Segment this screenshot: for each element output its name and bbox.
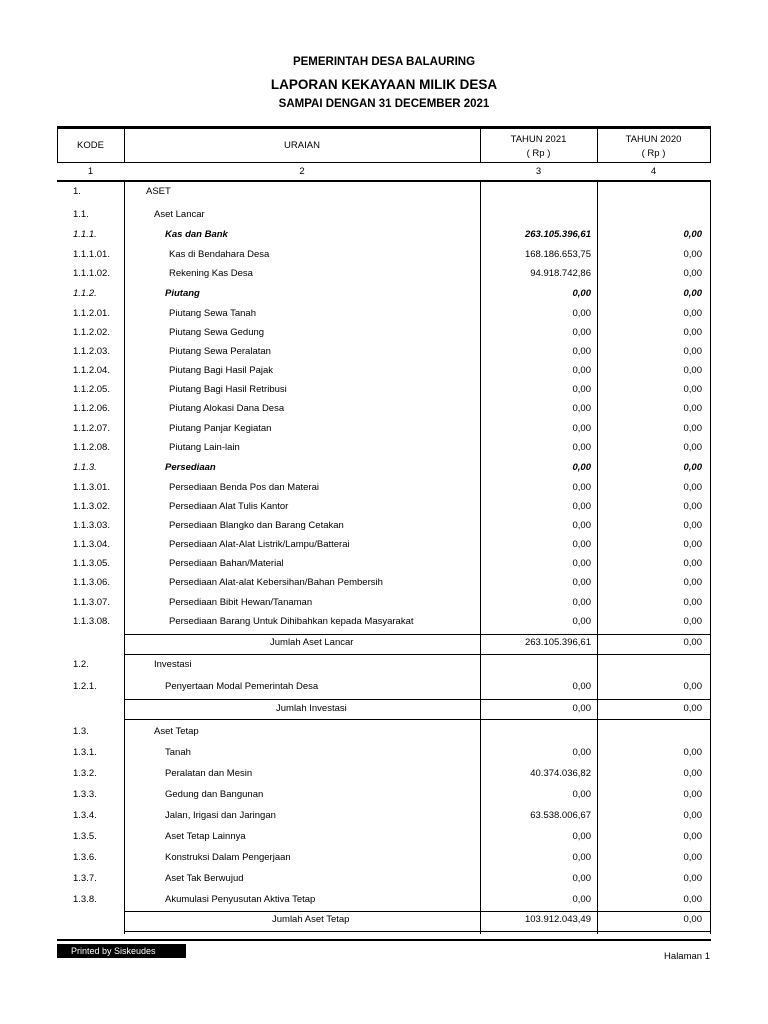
row-value-2021: 0,00 (572, 384, 591, 395)
row-value-2021: 0,00 (572, 365, 591, 376)
row-value-2020: 0,00 (683, 346, 702, 357)
row-uraian: Piutang Bagi Hasil Pajak (169, 365, 274, 376)
row-uraian: Kas di Bendahara Desa (169, 249, 270, 260)
subtotal-line (124, 931, 711, 932)
row-value-2020: 0,00 (683, 597, 702, 608)
column-header-kode: KODE (77, 140, 104, 151)
row-value-2021: 0,00 (572, 442, 591, 453)
row-kode: 1.1.3.07. (73, 597, 110, 608)
row-value-2021: 0,00 (572, 520, 591, 531)
row-kode: 1.1.3.08. (73, 616, 110, 627)
column-header-unit: ( Rp ) (526, 148, 551, 159)
row-uraian: Investasi (154, 659, 192, 670)
row-value-2020: 0,00 (683, 482, 702, 493)
row-value-2020: 0,00 (683, 681, 702, 692)
row-value-2021: 0,00 (572, 482, 591, 493)
table-bottom-border (57, 939, 711, 941)
row-value-2021: 0,00 (572, 616, 591, 627)
subtotal-line (124, 699, 711, 700)
subtotal-line (124, 911, 711, 912)
row-value-2021: 0,00 (572, 346, 591, 357)
row-value-2021: 0,00 (572, 288, 591, 299)
subtotal-line (124, 719, 711, 720)
row-uraian: Jumlah Investasi (276, 703, 347, 714)
row-value-2021: 0,00 (572, 894, 591, 905)
row-kode: 1.3.6. (73, 852, 97, 863)
row-value-2020: 0,00 (683, 229, 702, 240)
row-value-2021: 168.186.653,75 (524, 249, 591, 260)
row-value-2020: 0,00 (683, 831, 702, 842)
row-value-2020: 0,00 (683, 268, 702, 279)
row-value-2021: 0,00 (572, 747, 591, 758)
row-uraian: Aset Tak Berwujud (165, 873, 244, 884)
row-kode: 1.1.1.02. (73, 268, 110, 279)
row-kode: 1.3.4. (73, 810, 97, 821)
header-divider (710, 129, 711, 162)
row-value-2021: 94.918.742,86 (530, 268, 591, 279)
row-value-2020: 0,00 (683, 365, 702, 376)
row-value-2021: 0,00 (572, 501, 591, 512)
row-value-2020: 0,00 (683, 768, 702, 779)
row-value-2020: 0,00 (683, 914, 702, 925)
column-header-tahun-2020: TAHUN 2020 (625, 134, 682, 145)
row-uraian: Akumulasi Penyusutan Aktiva Tetap (165, 894, 316, 905)
row-kode: 1.1.2.05. (73, 384, 110, 395)
column-header-uraian: URAIAN (284, 140, 320, 151)
row-value-2021: 103.912.043,49 (524, 914, 591, 925)
row-uraian: Piutang Alokasi Dana Desa (169, 403, 285, 414)
printed-by-label: Printed by Siskeudes (57, 944, 186, 958)
row-uraian: Aset Lancar (154, 209, 205, 220)
row-uraian: Jumlah Aset Tetap (272, 914, 350, 925)
row-value-2021: 0,00 (572, 597, 591, 608)
row-value-2020: 0,00 (683, 703, 702, 714)
row-kode: 1.2. (73, 659, 89, 670)
row-uraian: Aset Tetap (154, 726, 199, 737)
row-uraian: Persediaan Benda Pos dan Materai (169, 482, 319, 493)
page-number: Halaman 1 (664, 951, 710, 962)
row-kode: 1.1.2.08. (73, 442, 110, 453)
subtotal-line (124, 634, 711, 635)
row-value-2021: 263.105.396,61 (524, 229, 591, 240)
row-value-2020: 0,00 (683, 501, 702, 512)
row-kode: 1.1.2.01. (73, 308, 110, 319)
row-uraian: Persediaan Barang Untuk Dihibahkan kepada Masyarakat (169, 616, 414, 627)
column-header-tahun-2021: TAHUN 2021 (510, 134, 567, 145)
row-kode: 1.1.3.01. (73, 482, 110, 493)
row-value-2021: 0,00 (572, 831, 591, 842)
row-uraian: Gedung dan Bangunan (165, 789, 264, 800)
report-period: SAMPAI DENGAN 31 DECEMBER 2021 (278, 98, 490, 110)
column-number: 4 (650, 166, 657, 177)
row-uraian: Piutang (165, 288, 200, 299)
row-kode: 1.1.2.07. (73, 423, 110, 434)
row-uraian: Persediaan Alat-Alat Listrik/Lampu/Batterai (169, 539, 350, 550)
row-kode: 1.1.3.06. (73, 577, 110, 588)
row-value-2020: 0,00 (683, 810, 702, 821)
subtotal-line (124, 654, 711, 655)
column-divider (710, 182, 711, 934)
row-kode: 1.1.1. (73, 229, 97, 240)
row-value-2021: 63.538.006,67 (530, 810, 591, 821)
row-value-2021: 0,00 (572, 308, 591, 319)
row-kode: 1.1.2.06. (73, 403, 110, 414)
row-kode: 1.3.7. (73, 873, 97, 884)
column-number: 1 (87, 166, 94, 177)
row-value-2020: 0,00 (683, 423, 702, 434)
row-uraian: Peralatan dan Mesin (165, 768, 253, 779)
row-kode: 1.1.2.02. (73, 327, 110, 338)
row-uraian: Persediaan Alat-alat Kebersihan/Bahan Pembersih (169, 577, 383, 588)
row-value-2020: 0,00 (683, 403, 702, 414)
row-value-2021: 0,00 (572, 789, 591, 800)
row-value-2020: 0,00 (683, 637, 702, 648)
row-kode: 1. (73, 186, 81, 197)
row-value-2020: 0,00 (683, 789, 702, 800)
row-kode: 1.3.1. (73, 747, 97, 758)
header-separator (57, 162, 711, 163)
row-kode: 1.1.2.04. (73, 365, 110, 376)
row-value-2020: 0,00 (683, 852, 702, 863)
row-uraian: Persediaan Alat Tulis Kantor (169, 501, 289, 512)
row-uraian: Piutang Lain-lain (169, 442, 240, 453)
row-kode: 1.1.3.04. (73, 539, 110, 550)
row-kode: 1.2.1. (73, 681, 97, 692)
row-value-2020: 0,00 (683, 462, 702, 473)
row-value-2021: 0,00 (572, 703, 591, 714)
row-uraian: Kas dan Bank (165, 229, 228, 240)
row-value-2021: 0,00 (572, 681, 591, 692)
row-uraian: Penyertaan Modal Pemerintah Desa (165, 681, 319, 692)
row-value-2020: 0,00 (683, 539, 702, 550)
row-value-2020: 0,00 (683, 873, 702, 884)
row-kode: 1.3.5. (73, 831, 97, 842)
row-kode: 1.1.3.05. (73, 558, 110, 569)
row-kode: 1.3.2. (73, 768, 97, 779)
row-value-2020: 0,00 (683, 327, 702, 338)
row-value-2020: 0,00 (683, 577, 702, 588)
row-kode: 1.3.3. (73, 789, 97, 800)
row-value-2021: 0,00 (572, 577, 591, 588)
column-divider (480, 182, 481, 934)
row-value-2020: 0,00 (683, 442, 702, 453)
row-uraian: Piutang Sewa Gedung (169, 327, 265, 338)
report-title: LAPORAN KEKAYAAN MILIK DESA (270, 77, 498, 92)
column-divider (597, 182, 598, 934)
column-number: 3 (535, 166, 542, 177)
row-uraian: Piutang Bagi Hasil Retribusi (169, 384, 287, 395)
row-value-2021: 0,00 (572, 423, 591, 434)
row-kode: 1.1.3.03. (73, 520, 110, 531)
row-value-2020: 0,00 (683, 288, 702, 299)
column-divider (124, 182, 125, 934)
row-value-2021: 0,00 (572, 327, 591, 338)
row-uraian: Aset Tetap Lainnya (165, 831, 246, 842)
row-value-2021: 0,00 (572, 873, 591, 884)
row-kode: 1.3.8. (73, 894, 97, 905)
row-uraian: Persediaan (165, 462, 216, 473)
row-value-2020: 0,00 (683, 558, 702, 569)
column-number: 2 (299, 166, 305, 177)
row-value-2020: 0,00 (683, 616, 702, 627)
row-kode: 1.1.1.01. (73, 249, 110, 260)
row-value-2020: 0,00 (683, 249, 702, 260)
row-value-2020: 0,00 (683, 308, 702, 319)
row-value-2020: 0,00 (683, 747, 702, 758)
row-uraian: Jalan, Irigasi dan Jaringan (165, 810, 276, 821)
row-uraian: Konstruksi Dalam Pengerjaan (165, 852, 291, 863)
row-kode: 1.1.2.03. (73, 346, 110, 357)
row-uraian: Tanah (165, 747, 191, 758)
row-uraian: Rekening Kas Desa (169, 268, 253, 279)
header-government: PEMERINTAH DESA BALAURING (292, 56, 476, 68)
row-value-2020: 0,00 (683, 894, 702, 905)
row-kode: 1.3. (73, 726, 89, 737)
row-kode: 1.1. (73, 209, 89, 220)
row-value-2021: 0,00 (572, 403, 591, 414)
row-uraian: ASET (146, 186, 171, 197)
row-uraian: Persediaan Bahan/Material (169, 558, 284, 569)
row-value-2021: 0,00 (572, 558, 591, 569)
row-uraian: Piutang Sewa Tanah (169, 308, 256, 319)
row-kode: 1.1.3. (73, 462, 97, 473)
row-value-2021: 0,00 (572, 462, 591, 473)
row-value-2021: 0,00 (572, 539, 591, 550)
header-separator (57, 180, 711, 182)
row-uraian: Persediaan Blangko dan Barang Cetakan (169, 520, 344, 531)
row-value-2020: 0,00 (683, 520, 702, 531)
column-header-unit: ( Rp ) (641, 148, 666, 159)
row-uraian: Piutang Panjar Kegiatan (169, 423, 272, 434)
row-uraian: Piutang Sewa Peralatan (169, 346, 271, 357)
row-kode: 1.1.3.02. (73, 501, 110, 512)
row-kode: 1.1.2. (73, 288, 97, 299)
row-uraian: Persediaan Bibit Hewan/Tanaman (169, 597, 313, 608)
row-value-2020: 0,00 (683, 384, 702, 395)
row-value-2021: 40.374.036,82 (530, 768, 591, 779)
row-value-2021: 263.105.396,61 (524, 637, 591, 648)
row-uraian: Jumlah Aset Lancar (270, 637, 354, 648)
table-top-border (57, 126, 711, 129)
row-value-2021: 0,00 (572, 852, 591, 863)
